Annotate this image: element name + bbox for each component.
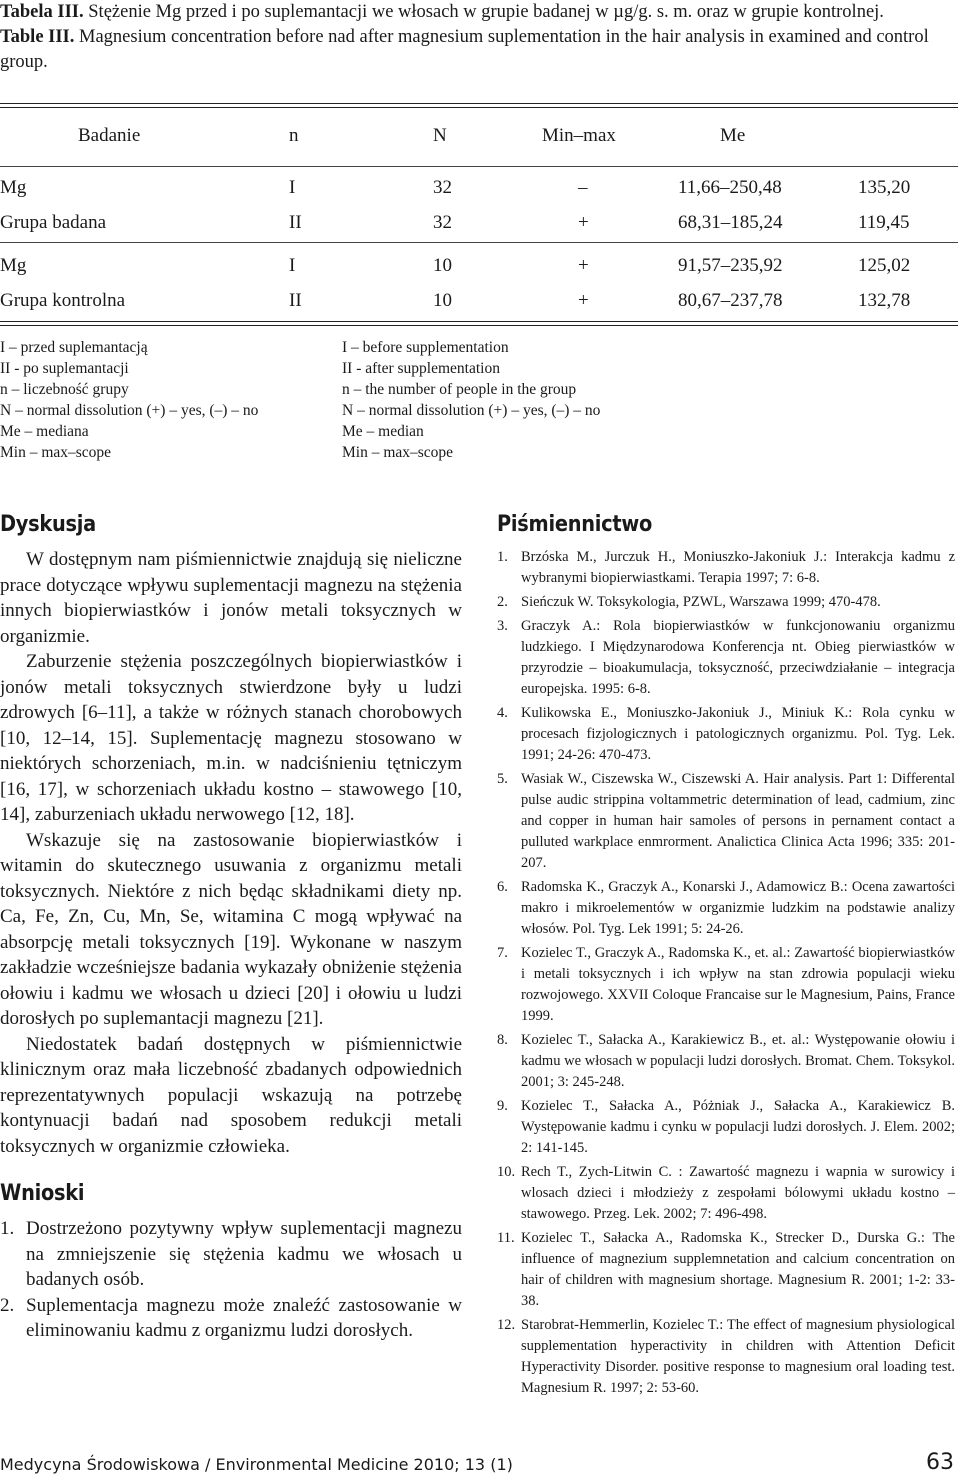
discussion-paragraph: Zaburzenie stężenia poszczególnych biopierwiastków i jonów metali toksycznych stwierdzone były u ludzi zdrowych [6–11], a także w różnych stanach chorobowych [10, 12–14, 15]. Suplementację magnezu stosowano w niektórych schorzeniach, m.in. w nadciśnieniu tętniczym [16, 17], w schorzeniach układu kostno – stawowego [10, 14], zaburzeniach układu nerwowego [12, 18]. [0,651,462,825]
table-header-rule [0,166,958,167]
table-legend-en [342,337,600,463]
reference-number: 7. [497,945,508,961]
table-cell: Grupa kontrolna [0,290,126,311]
table-cell: Mg [0,255,27,276]
table-header-cell: N [433,125,447,146]
table-cell: + [578,255,589,276]
reference-text: Graczyk A.: Rola biopierwiastków w funkcjonowaniu organizmu ludzkiego. I Międzynarodowa Konferencja nt. Obieg pierwiastków w przyrodzie – bioakumulacja, toksyczność, przeciwdziałanie – integracja europejska. 1995: 6-8. [521,618,955,697]
reference-item [497,1228,955,1312]
reference-item [497,616,955,700]
caption-en-text: Magnesium concentration before nad after magnesium suplementation in the hair analysis in examined and control group. [0,27,929,72]
table-cell: 32 [433,212,452,233]
conclusions-heading: Wnioski [0,1181,85,1206]
reference-number: 1. [497,549,508,565]
table-cell: Grupa badana [0,212,107,233]
table-cell: II [289,290,302,311]
discussion-paragraph: W dostępnym nam piśmiennictwie znajdują się nieliczne prace dotyczące wpływu suplementacji magnezu na stężenia innych biopierwiastków i jonów metali toksycznych w organizmie. [0,549,462,647]
table-cell: 132,78 [858,290,911,311]
legend-line: n – the number of people in the group [342,381,577,398]
table-cell: II [289,212,302,233]
page-number: 63 [926,1450,954,1475]
reference-number: 8. [497,1032,508,1048]
reference-number: 3. [497,618,508,634]
list-item-text: Dostrzeżono pozytywny wpływ suplementacji magnezu na zmniejszenie się stężenia kadmu we włosach u badanych osób. [26,1218,462,1290]
reference-number: 2. [497,594,508,610]
table-header-cell: Min–max [542,125,616,146]
reference-item [497,769,955,874]
table-cell: 80,67–237,78 [678,290,783,311]
reference-text: Sieńczuk W. Toksykologia, PZWL, Warszawa 1999; 470-478. [521,594,881,610]
table-cell: 10 [433,290,452,311]
reference-text: Kozielec T., Sałacka A., Radomska K., Strecker D., Durska G.: The influence of magnezium supplemnetation and calcium concentration on hair of children with magnesium shortage. Magnesium R. 2001; 1-2: 33-38. [521,1230,955,1309]
table-header-cell: Me [720,125,746,146]
table-cell: – [578,177,588,198]
discussion-paragraph: Niedostatek badań dostępnych w piśmiennictwie klinicznym oraz mała liczebność zbadanych odpowiednich reprezentatywnych populacji wskazują na potrzebę kontynuacji badań nad sposobem redukcji metali toksycznych w organizmie człowieka. [0,1033,462,1157]
table-cell: 10 [433,255,452,276]
table-cell: I [289,177,296,198]
reference-item [497,877,955,940]
legend-line: II - after supplementation [342,360,500,377]
reference-text: Kozielec T., Sałacka A., Póżniak J., Sałacka A., Karakiewicz B. Występowanie kadmu i cynku w populacji ludzi dorosłych. J. Elem. 2002; 2: 141-145. [521,1098,955,1156]
legend-line: n – liczebność grupy [0,381,129,398]
reference-text: Radomska K., Graczyk A., Konarski J., Adamowicz B.: Ocena zawartości makro i mikroelementów w organizmie ludzkim na podstawie analizy włosów. Pol. Tyg. Lek 1991; 5: 24-26. [521,879,955,937]
reference-text: Kulikowska E., Moniuszko-Jakoniuk J., Miniuk K.: Rola cynku w procesach fizjologicznych i patologicznych organizmu. Pol. Tyg. Lek. 1991; 24-26: 470-473. [521,705,955,763]
table-cell: 119,45 [858,212,910,233]
references-section [497,512,955,1402]
left-column [0,512,462,1344]
table-bottom-rule [0,321,958,326]
reference-number: 11. [497,1230,515,1246]
list-item-number: 1. [0,1218,15,1239]
legend-line: Min – max–scope [342,444,454,461]
table-legend-pl [0,337,258,463]
table-header-cell: n [289,125,299,146]
legend-line: Me – median [342,423,424,440]
reference-number: 4. [497,705,508,721]
table-header-cell: Badanie [78,125,141,146]
reference-text: Wasiak W., Ciszewska W., Ciszewski A. Hair analysis. Part 1: Differental pulse audic strippina voltammetric determination of lead, cadmium, zinc and copper in human hair samoles of persons in pernament contact a pulluted warkplace enmrorment. Analictica Clinica Acta 1996; 335: 201-207. [521,771,955,871]
reference-item [497,943,955,1027]
table-cell: 32 [433,177,452,198]
reference-number: 6. [497,879,508,895]
list-item [0,1293,462,1344]
caption-pl-label: Tabela III. [0,2,84,22]
table-group-rule [0,242,958,243]
table-cell: 125,02 [858,255,911,276]
discussion-paragraph: Wskazuje się na zastosowanie biopierwiastków i witamin do skutecznego usuwania z organizmu metali toksycznych. Niektóre z nich będąc składnikami diety np. Ca, Fe, Zn, Cu, Mn, Se, witamina C mogą wpływać na absorpcję metali toksycznych [19]. Wykonane w naszym zakładzie wcześniejsze badania wykazały obniżenie stężenia ołowiu i kadmu we włosach u dzieci [20] i ołowiu u ludzi dorosłych po suplemantacji magnezu [21]. [0,829,462,1029]
caption-en-label: Table III. [0,27,75,47]
reference-text: Rech T., Zych-Litwin C. : Zawartość magnezu i wapnia w surowicy i wlosach dzieci i młodzieży z zespołami bólowymi układu kostno – stawowego. Przeg. Lek. 2002; 7: 496-498. [521,1164,955,1222]
reference-number: 12. [497,1317,516,1333]
table-caption [0,0,958,75]
legend-line: II - po suplemantacji [0,360,129,377]
table-cell: 135,20 [858,177,911,198]
list-item-text: Suplementacja magnezu może znaleźć zastosowanie w eliminowaniu kadmu z organizmu ludzi dorosłych. [26,1294,462,1341]
conclusions-list [0,1216,462,1344]
discussion-section [0,512,462,1159]
reference-text: Starobrat-Hemmerlin, Kozielec T.: The effect of magnesium physiological supplementation hyperactivity in children with Attention Deficit Hyperactivity Disorder. positive response to magnesium oral loading test. Magnesium R. 1997; 2: 53-60. [521,1317,955,1396]
reference-number: 9. [497,1098,508,1114]
table-cell: + [578,212,589,233]
table-top-rule [0,103,958,108]
discussion-heading: Dyskusja [0,512,96,537]
reference-number: 10. [497,1164,516,1180]
reference-text: Brzóska M., Jurczuk H., Moniuszko-Jakoniuk J.: Interakcja kadmu z wybranymi biopierwiastkami. Terapia 1997; 7: 6-8. [521,549,955,586]
references-list [497,547,955,1399]
reference-item [497,703,955,766]
table-cell: Mg [0,177,27,198]
legend-line: I – before supplementation [342,339,509,356]
legend-line: Min – max–scope [0,444,112,461]
table-cell: 68,31–185,24 [678,212,783,233]
reference-item [497,1315,955,1399]
reference-item [497,1162,955,1225]
legend-line: N – normal dissolution (+) – yes, (–) – no [342,402,601,419]
reference-number: 5. [497,771,508,787]
table-cell: 91,57–235,92 [678,255,783,276]
reference-item [497,592,955,613]
table-cell: + [578,290,589,311]
table-cell: I [289,255,296,276]
reference-item [497,1030,955,1093]
legend-line: N – normal dissolution (+) – yes, (–) – no [0,402,259,419]
legend-line: I – przed suplemantacją [0,339,148,356]
reference-item [497,1096,955,1159]
reference-item [497,547,955,589]
list-item-number: 2. [0,1294,15,1316]
legend-line: Me – mediana [0,423,89,440]
table-cell: 11,66–250,48 [678,177,782,198]
references-heading: Piśmiennictwo [497,512,652,537]
journal-footer: Medycyna Środowiskowa / Environmental Medicine 2010; 13 (1) [0,1455,513,1474]
reference-text: Kozielec T., Graczyk A., Radomska K., et. al.: Zawartość biopierwiastków i metali toksycznych i ich wpływ na stan zdrowia populacji wieku rozwojowego. XXVII Coloque Francaise sur le Magnesium, Pains, France 1999. [521,945,955,1024]
conclusions-section [0,1181,462,1344]
list-item [0,1216,462,1293]
reference-text: Kozielec T., Sałacka A., Karakiewicz B., et. al.: Występowanie ołowiu i kadmu we włosach w populacji ludzi dorosłych. Bromat. Chem. Toksykol. 2001; 3: 245-248. [521,1032,955,1090]
caption-pl-text: Stężenie Mg przed i po suplemantacji we włosach w grupie badanej w µg/g. s. m. oraz w grupie kontrolnej. [88,2,884,22]
